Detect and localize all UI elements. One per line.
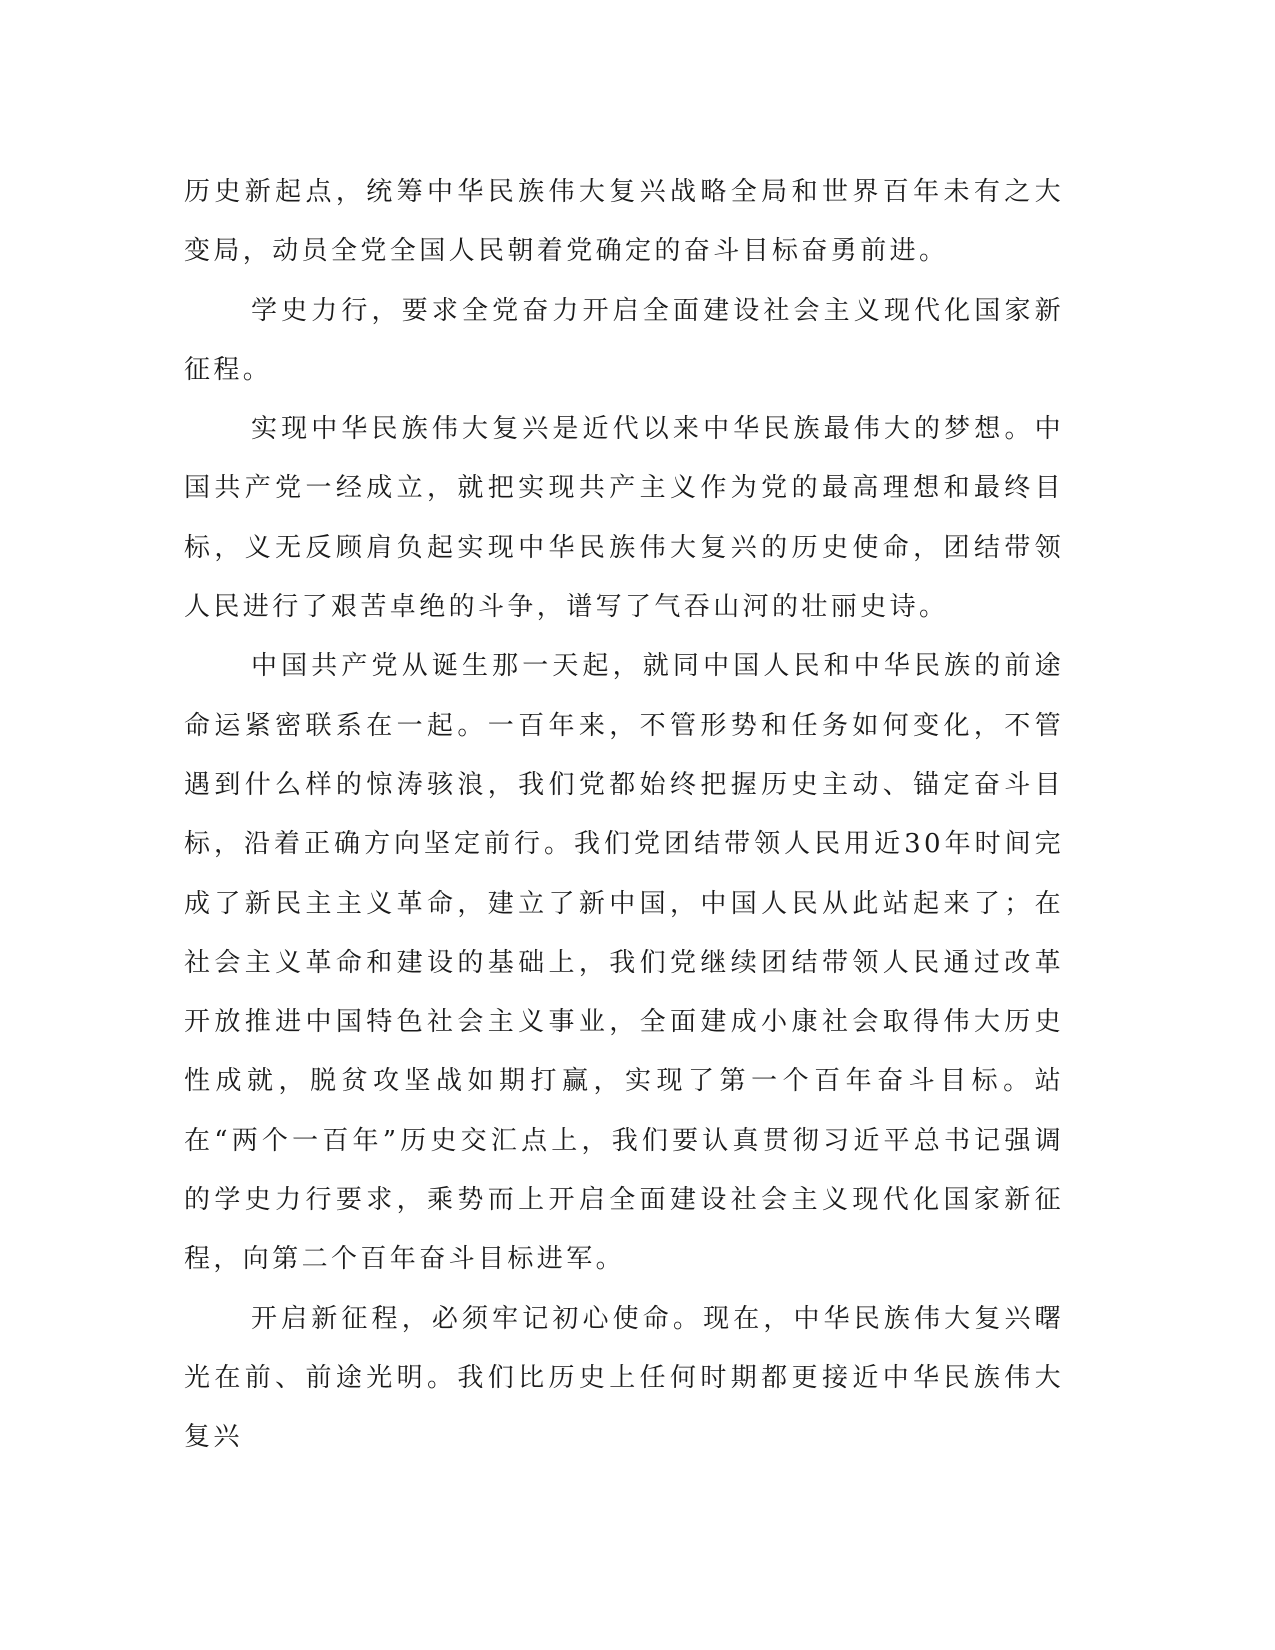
paragraph-party-history: 中国共产党从诞生那一天起，就同中国人民和中华民族的前途命运紧密联系在一起。一百年来，不管形势和任务如何变化，不管遇到什么样的惊涛骇浪，我们党都始终把握历史主动、锚定奋斗目标，沿着正确方向坚定前行。我们党团结带领人民用近30年时间完成了新民主主义革命，建立了新中国，中国人民从此站起来了；在社会主义革命和建设的基础上，我们党继续团结带领人民通过改革开放推进中国特色社会主义事业，全面建成小康社会取得伟大历史性成就，脱贫攻坚战如期打赢，实现了第一个百年奋斗目标。站在“两个一百年”历史交汇点上，我们要认真贯彻习近平总书记强调的学史力行要求，乘势而上开启全面建设社会主义现代化国家新征程，向第二个百年奋斗目标进军。: [184, 651, 1064, 1275]
paragraph-learn-history: 学史力行，要求全党奋力开启全面建设社会主义现代化国家新征程。: [184, 295, 1064, 385]
paragraph-continuation: 历史新起点，统筹中华民族伟大复兴战略全局和世界百年未有之大变局，动员全党全国人民朝着党确定的奋斗目标奋勇前进。: [184, 177, 1064, 267]
paragraph-national-rejuvenation: 实现中华民族伟大复兴是近代以来中华民族最伟大的梦想。中国共产党一经成立，就把实现共产主义作为党的最高理想和最终目标，义无反顾肩负起实现中华民族伟大复兴的历史使命，团结带领人民进行了艰苦卓绝的斗争，谱写了气吞山河的壮丽史诗。: [184, 414, 1064, 623]
paragraph-new-journey: 开启新征程，必须牢记初心使命。现在，中华民族伟大复兴曙光在前、前途光明。我们比历史上任何时期都更接近中华民族伟大复兴: [184, 1303, 1064, 1453]
document-body: [184, 163, 1064, 1468]
